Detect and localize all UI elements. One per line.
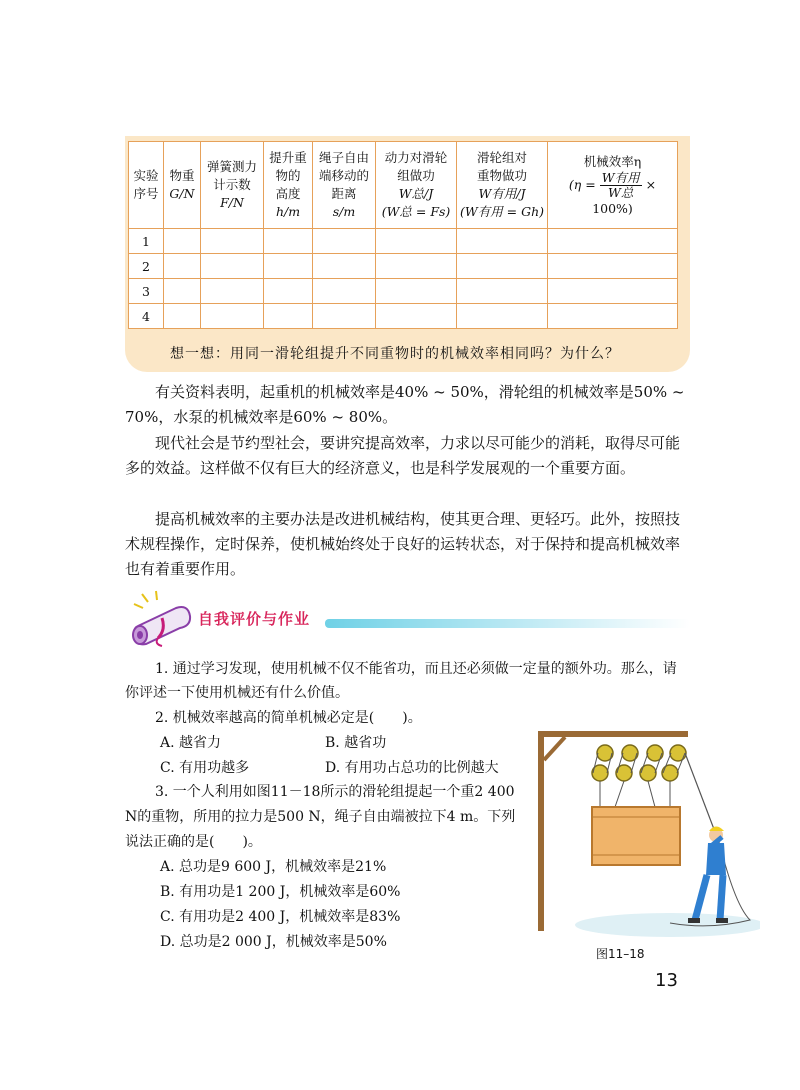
q3-option-c: C. 有用功是2 400 J，机械效率是83% bbox=[160, 909, 401, 925]
table-row: 2 bbox=[129, 254, 678, 279]
q2-option-d: D. 有用功占总功的比例越大 bbox=[325, 760, 499, 776]
header-trial-number: 实验 序号 bbox=[129, 142, 164, 229]
experiment-table bbox=[128, 141, 678, 329]
header-rope-distance: 绳子自由 端移动的 距离 s/m bbox=[313, 142, 376, 229]
efficiency-fraction: $\frac{\text{W有用}}{\text{W总}}$ bbox=[601, 169, 640, 200]
page-number: 13 bbox=[655, 970, 678, 991]
header-weight: 物重 G/N bbox=[164, 142, 201, 229]
pulley-figure bbox=[520, 725, 760, 940]
figure-label: 图11–18 bbox=[596, 947, 645, 961]
header-lift-height: 提升重 物的 高度 h/m bbox=[264, 142, 313, 229]
question-3: 3. 一个人利用如图11－18所示的滑轮组提起一个重2 400 N的重物，所用的拉力是500 N，绳子自由端被拉下4 m。下列说法正确的是( )。 bbox=[125, 784, 516, 850]
table-row: 4 bbox=[129, 304, 678, 329]
q2-option-b: B. 越省功 bbox=[325, 735, 387, 751]
scroll-icon bbox=[128, 588, 198, 650]
header-total-work: 动力对滑轮 组做功 W总/J (W总 = Fs) bbox=[376, 142, 457, 229]
question-2: 2. 机械效率越高的简单机械必定是( )。 bbox=[155, 710, 422, 726]
think-prompt: 想一想：用同一滑轮组提升不同重物时的机械效率相同吗？为什么？ bbox=[170, 346, 620, 362]
table-row: 3 bbox=[129, 279, 678, 304]
section-title: 自我评价与作业 bbox=[198, 610, 311, 628]
section-banner-bar bbox=[325, 619, 690, 628]
q3-option-b: B. 有用功是1 200 J，机械效率是60% bbox=[160, 884, 401, 900]
header-spring-reading: 弹簧测力 计示数 F/N bbox=[201, 142, 264, 229]
paragraph-conservation: 现代社会是节约型社会，要讲究提高效率，力求以尽可能少的消耗，取得尽可能多的效益。这样做不仅有巨大的经济意义，也是科学发展观的一个重要方面。 bbox=[125, 434, 681, 477]
paragraph-efficiency-data: 有关资料表明，起重机的机械效率是40% ~ 50%，滑轮组的机械效率是50% ~ 70%，水泵的机械效率是60% ~ 80%。 bbox=[125, 383, 685, 426]
table-row: 1 bbox=[129, 229, 678, 254]
paragraph-improvement: 提高机械效率的主要办法是改进机械结构，使其更合理、更轻巧。此外，按照技术规程操作，定时保养，使机械始终处于良好的运转状态，对于保持和提高机械效率也有着重要作用。 bbox=[125, 510, 681, 578]
q2-option-c: C. 有用功越多 bbox=[160, 760, 250, 776]
q2-option-a: A. 越省力 bbox=[160, 735, 222, 751]
header-efficiency: 机械效率η (η = $\frac{\text{W有用}}{\text{W总}}$ × 100%) bbox=[548, 142, 678, 229]
q3-option-a: A. 总功是9 600 J，机械效率是21% bbox=[160, 859, 387, 875]
table-header-row bbox=[129, 142, 678, 229]
header-useful-work: 滑轮组对 重物做功 W有用/J (W有用 = Gh) bbox=[457, 142, 548, 229]
q3-option-d: D. 总功是2 000 J，机械效率是50% bbox=[160, 934, 387, 950]
question-1: 1. 通过学习发现，使用机械不仅不能省功，而且还必须做一定量的额外功。那么，请你评述一下使用机械还有什么价值。 bbox=[125, 661, 677, 701]
